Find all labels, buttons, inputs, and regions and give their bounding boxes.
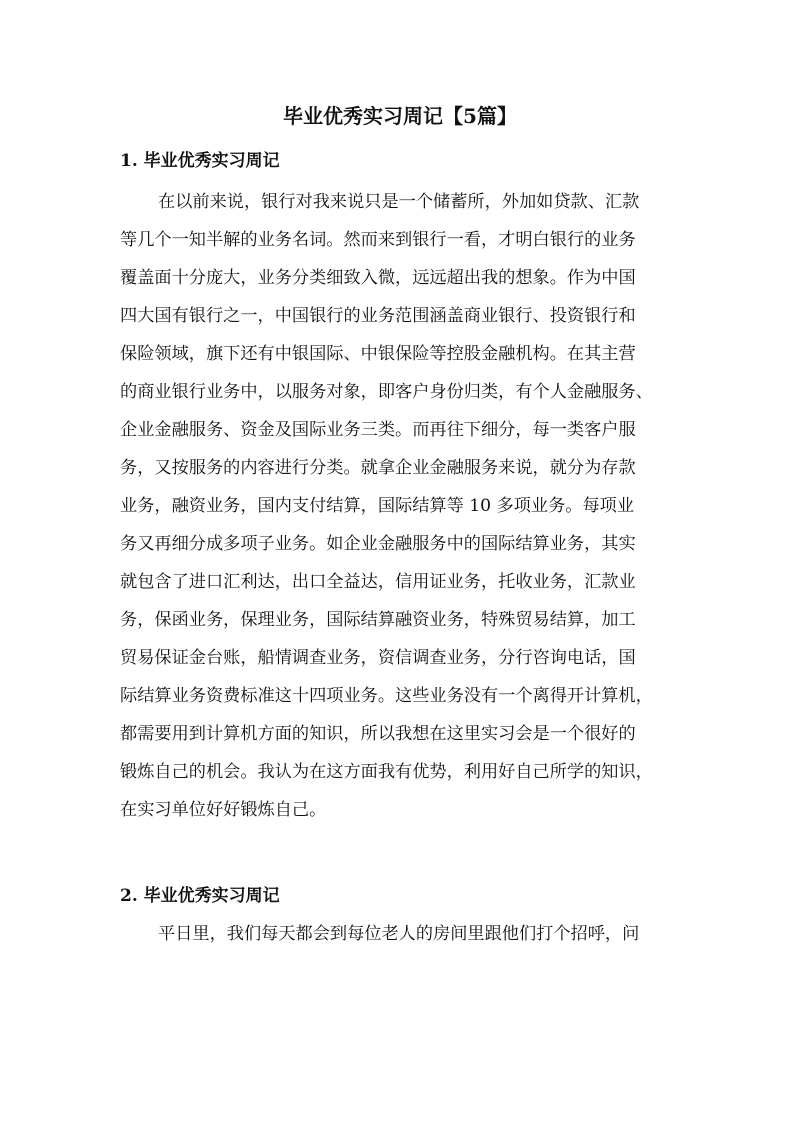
section-1-heading: 1. 毕业优秀实习周记 <box>120 151 280 171</box>
section-2-heading: 2. 毕业优秀实习周记 <box>120 886 280 906</box>
paragraph-line: 贸易保证金台账，船情调查业务，资信调查业务，分行咨询电话，国 <box>120 648 636 668</box>
paragraph-line: 业务，融资业务，国内支付结算，国际结算等 10 多项业务。每项业 <box>120 496 635 516</box>
paragraph-line: 务，保函业务，保理业务，国际结算融资业务，特殊贸易结算，加工 <box>120 610 636 630</box>
paragraph-line: 在以前来说，银行对我来说只是一个储蓄所，外加如贷款、汇款 <box>158 192 640 212</box>
paragraph-line: 覆盖面十分庞大，业务分类细致入微，远远超出我的想象。作为中国 <box>120 268 636 288</box>
paragraph-line: 际结算业务资费标准这十四项业务。这些业务没有一个离得开计算机， <box>120 686 653 706</box>
paragraph-line: 四大国有银行之一，中国银行的业务范围涵盖商业银行、投资银行和 <box>120 306 636 326</box>
paragraph-line: 都需要用到计算机方面的知识，所以我想在这里实习会是一个很好的 <box>120 724 636 744</box>
paragraph-line: 锻炼自己的机会。我认为在这方面我有优势，利用好自己所学的知识， <box>120 762 653 782</box>
paragraph-line: 等几个一知半解的业务名词。然而来到银行一看，才明白银行的业务 <box>120 230 636 250</box>
paragraph-line: 保险领域，旗下还有中银国际、中银保险等控股金融机构。在其主营 <box>120 344 636 364</box>
paragraph-line: 务又再细分成多项子业务。如企业金融服务中的国际结算业务，其实 <box>120 534 636 554</box>
paragraph-line: 企业金融服务、资金及国际业务三类。而再往下细分，每一类客户服 <box>120 420 636 440</box>
paragraph-line: 就包含了进口汇利达，出口全益达，信用证业务，托收业务，汇款业 <box>120 572 636 592</box>
paragraph-line: 平日里，我们每天都会到每位老人的房间里跟他们打个招呼，问 <box>158 924 640 944</box>
paragraph-line: 务，又按服务的内容进行分类。就拿企业金融服务来说，就分为存款 <box>120 458 636 478</box>
paragraph-line: 在实习单位好好锻炼自己。 <box>120 800 327 820</box>
document-title: 毕业优秀实习周记【5篇】 <box>283 104 517 128</box>
paragraph-line: 的商业银行业务中，以服务对象，即客户身份归类，有个人金融服务、 <box>120 382 653 402</box>
